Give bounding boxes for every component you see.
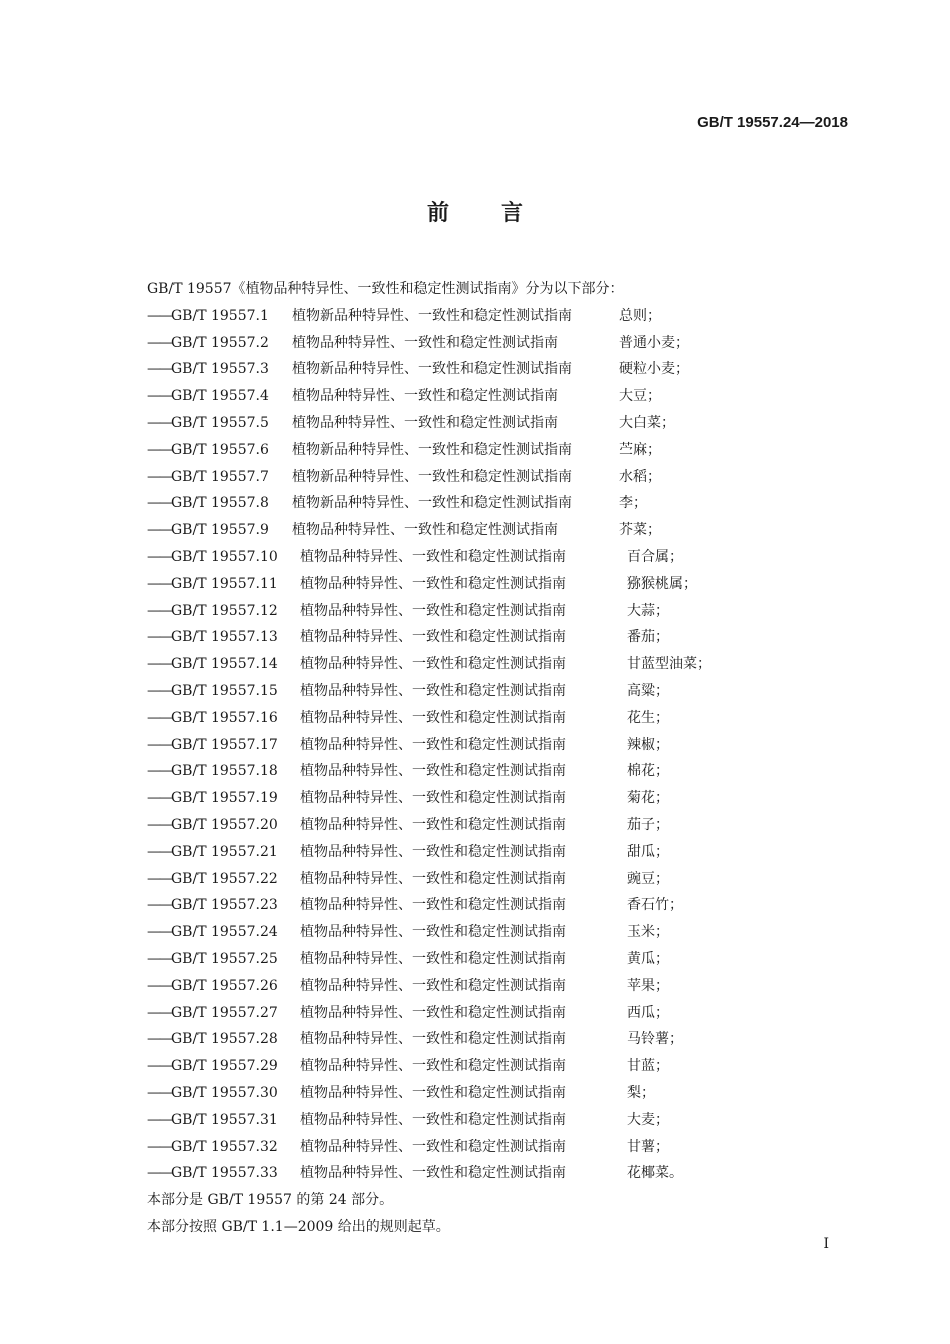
- list-item: [147, 490, 847, 517]
- part-sub-title: 甘蓝；: [627, 1058, 669, 1075]
- part-sub-title: 苹果；: [627, 977, 669, 994]
- part-sub-title: 普通小麦；: [619, 334, 689, 351]
- part-code: GB/T 19557.11: [171, 575, 278, 592]
- part-main-title: 植物品种特异性、一致性和稳定性测试指南: [300, 575, 566, 592]
- part-code: GB/T 19557.2: [171, 334, 269, 351]
- part-sub-title: 豌豆；: [627, 870, 669, 887]
- standard-number: GB/T 19557.24—2018: [697, 114, 848, 131]
- em-dash: ——: [147, 361, 171, 378]
- em-dash: ——: [147, 709, 171, 726]
- list-item: [147, 1107, 847, 1134]
- list-item: [147, 651, 847, 678]
- part-sub-title: 西瓜；: [627, 1004, 669, 1021]
- list-item: [147, 517, 847, 544]
- page-number: I: [823, 1236, 829, 1252]
- part-code: GB/T 19557.32: [171, 1138, 278, 1155]
- em-dash: ——: [147, 414, 171, 431]
- em-dash: ——: [147, 334, 171, 351]
- em-dash: ——: [147, 790, 171, 807]
- part-code: GB/T 19557.33: [171, 1165, 278, 1182]
- part-code: GB/T 19557.25: [171, 950, 278, 967]
- part-code: GB/T 19557.23: [171, 897, 278, 914]
- em-dash: ——: [147, 307, 171, 324]
- list-item: [147, 919, 847, 946]
- list-item: [147, 598, 847, 625]
- part-sub-title: 李；: [619, 495, 647, 512]
- part-code: GB/T 19557.26: [171, 977, 278, 994]
- part-sub-title: 棉花；: [627, 763, 669, 780]
- part-main-title: 植物品种特异性、一致性和稳定性测试指南: [292, 414, 558, 431]
- part-code: GB/T 19557.4: [171, 388, 269, 405]
- part-code: GB/T 19557.6: [171, 441, 269, 458]
- em-dash: ——: [147, 816, 171, 833]
- list-item: [147, 732, 847, 759]
- part-code: GB/T 19557.7: [171, 468, 269, 485]
- em-dash: ——: [147, 1138, 171, 1155]
- part-sub-title: 马铃薯；: [627, 1031, 683, 1048]
- part-sub-title: 大麦；: [627, 1111, 669, 1128]
- em-dash: ——: [147, 1084, 171, 1101]
- note-rules: 本部分按照 GB/T 1.1—2009 给出的规则起草。: [147, 1218, 450, 1235]
- part-code: GB/T 19557.21: [171, 843, 278, 860]
- part-sub-title: 高粱；: [627, 682, 669, 699]
- list-item: [147, 1000, 847, 1027]
- part-main-title: 植物品种特异性、一致性和稳定性测试指南: [300, 790, 566, 807]
- part-code: GB/T 19557.14: [171, 656, 278, 673]
- list-item: [147, 678, 847, 705]
- part-main-title: 植物品种特异性、一致性和稳定性测试指南: [300, 950, 566, 967]
- em-dash: ——: [147, 843, 171, 860]
- part-code: GB/T 19557.12: [171, 602, 278, 619]
- part-main-title: 植物品种特异性、一致性和稳定性测试指南: [300, 548, 566, 565]
- part-sub-title: 花生；: [627, 709, 669, 726]
- part-code: GB/T 19557.29: [171, 1058, 278, 1075]
- part-main-title: 植物品种特异性、一致性和稳定性测试指南: [300, 1058, 566, 1075]
- em-dash: ——: [147, 950, 171, 967]
- part-code: GB/T 19557.31: [171, 1111, 278, 1128]
- list-item: [147, 946, 847, 973]
- part-main-title: 植物品种特异性、一致性和稳定性测试指南: [300, 1111, 566, 1128]
- em-dash: ——: [147, 522, 171, 539]
- part-code: GB/T 19557.22: [171, 870, 278, 887]
- part-main-title: 植物品种特异性、一致性和稳定性测试指南: [292, 522, 558, 539]
- em-dash: ——: [147, 1031, 171, 1048]
- part-sub-title: 大蒜；: [627, 602, 669, 619]
- part-code: GB/T 19557.16: [171, 709, 278, 726]
- list-item: [147, 330, 847, 357]
- em-dash: ——: [147, 924, 171, 941]
- part-sub-title: 梨；: [627, 1084, 655, 1101]
- list-item: [147, 1160, 847, 1187]
- list-item: [147, 571, 847, 598]
- part-sub-title: 百合属；: [627, 548, 683, 565]
- list-item: [147, 1134, 847, 1161]
- em-dash: ——: [147, 1004, 171, 1021]
- em-dash: ——: [147, 495, 171, 512]
- part-sub-title: 猕猴桃属；: [627, 575, 697, 592]
- part-sub-title: 番茄；: [627, 629, 669, 646]
- part-code: GB/T 19557.28: [171, 1031, 278, 1048]
- part-code: GB/T 19557.13: [171, 629, 278, 646]
- part-main-title: 植物品种特异性、一致性和稳定性测试指南: [300, 1031, 566, 1048]
- part-main-title: 植物新品种特异性、一致性和稳定性测试指南: [292, 495, 572, 512]
- em-dash: ——: [147, 1058, 171, 1075]
- page-title: 前言: [426, 201, 575, 226]
- part-sub-title: 芥菜；: [619, 522, 661, 539]
- part-code: GB/T 19557.10: [171, 548, 278, 565]
- em-dash: ——: [147, 468, 171, 485]
- em-dash: ——: [147, 388, 171, 405]
- part-code: GB/T 19557.15: [171, 682, 278, 699]
- part-sub-title: 辣椒；: [627, 736, 669, 753]
- em-dash: ——: [147, 977, 171, 994]
- list-item: [147, 1053, 847, 1080]
- part-sub-title: 黄瓜；: [627, 950, 669, 967]
- em-dash: ——: [147, 548, 171, 565]
- part-code: GB/T 19557.9: [171, 522, 269, 539]
- em-dash: ——: [147, 629, 171, 646]
- em-dash: ——: [147, 682, 171, 699]
- part-main-title: 植物品种特异性、一致性和稳定性测试指南: [300, 763, 566, 780]
- part-main-title: 植物品种特异性、一致性和稳定性测试指南: [300, 629, 566, 646]
- list-item: [147, 624, 847, 651]
- part-main-title: 植物品种特异性、一致性和稳定性测试指南: [300, 816, 566, 833]
- em-dash: ——: [147, 656, 171, 673]
- part-sub-title: 硬粒小麦；: [619, 361, 689, 378]
- list-item: [147, 464, 847, 491]
- list-item: [147, 758, 847, 785]
- part-sub-title: 甘薯；: [627, 1138, 669, 1155]
- part-sub-title: 甜瓜；: [627, 843, 669, 860]
- part-sub-title: 香石竹；: [627, 897, 683, 914]
- part-main-title: 植物品种特异性、一致性和稳定性测试指南: [292, 334, 558, 351]
- part-sub-title: 大豆；: [619, 388, 661, 405]
- part-main-title: 植物品种特异性、一致性和稳定性测试指南: [300, 870, 566, 887]
- part-main-title: 植物品种特异性、一致性和稳定性测试指南: [300, 736, 566, 753]
- foreword-body: [147, 276, 847, 1241]
- part-main-title: 植物品种特异性、一致性和稳定性测试指南: [300, 843, 566, 860]
- list-item: [147, 544, 847, 571]
- part-code: GB/T 19557.19: [171, 790, 278, 807]
- em-dash: ——: [147, 602, 171, 619]
- part-main-title: 植物品种特异性、一致性和稳定性测试指南: [292, 388, 558, 405]
- em-dash: ——: [147, 897, 171, 914]
- list-item: [147, 383, 847, 410]
- part-code: GB/T 19557.30: [171, 1084, 278, 1101]
- part-code: GB/T 19557.8: [171, 495, 269, 512]
- part-sub-title: 玉米；: [627, 924, 669, 941]
- part-main-title: 植物品种特异性、一致性和稳定性测试指南: [300, 924, 566, 941]
- list-item: [147, 1080, 847, 1107]
- part-main-title: 植物品种特异性、一致性和稳定性测试指南: [300, 1004, 566, 1021]
- part-main-title: 植物新品种特异性、一致性和稳定性测试指南: [292, 361, 572, 378]
- list-item: [147, 705, 847, 732]
- part-main-title: 植物品种特异性、一致性和稳定性测试指南: [300, 709, 566, 726]
- list-item: [147, 973, 847, 1000]
- list-item: [147, 785, 847, 812]
- part-main-title: 植物新品种特异性、一致性和稳定性测试指南: [292, 441, 572, 458]
- list-item: [147, 437, 847, 464]
- part-sub-title: 大白菜；: [619, 414, 675, 431]
- list-item: [147, 892, 847, 919]
- part-main-title: 植物品种特异性、一致性和稳定性测试指南: [300, 1084, 566, 1101]
- part-sub-title: 水稻；: [619, 468, 661, 485]
- list-item: [147, 1026, 847, 1053]
- list-item: [147, 866, 847, 893]
- em-dash: ——: [147, 575, 171, 592]
- list-item: [147, 812, 847, 839]
- em-dash: ——: [147, 1165, 171, 1182]
- part-main-title: 植物品种特异性、一致性和稳定性测试指南: [300, 682, 566, 699]
- part-code: GB/T 19557.17: [171, 736, 278, 753]
- em-dash: ——: [147, 763, 171, 780]
- part-code: GB/T 19557.5: [171, 414, 269, 431]
- list-item: [147, 839, 847, 866]
- list-item: [147, 356, 847, 383]
- part-main-title: 植物品种特异性、一致性和稳定性测试指南: [300, 656, 566, 673]
- intro-text: GB/T 19557《植物品种特异性、一致性和稳定性测试指南》分为以下部分：: [147, 281, 624, 297]
- em-dash: ——: [147, 736, 171, 753]
- part-sub-title: 甘蓝型油菜；: [627, 656, 711, 673]
- part-code: GB/T 19557.1: [171, 307, 269, 324]
- part-sub-title: 茄子；: [627, 816, 669, 833]
- part-sub-title: 苎麻；: [619, 441, 661, 458]
- part-main-title: 植物新品种特异性、一致性和稳定性测试指南: [292, 468, 572, 485]
- parts-list: [147, 303, 847, 1187]
- part-code: GB/T 19557.18: [171, 763, 278, 780]
- part-main-title: 植物品种特异性、一致性和稳定性测试指南: [300, 1165, 566, 1182]
- part-code: GB/T 19557.24: [171, 924, 278, 941]
- part-main-title: 植物品种特异性、一致性和稳定性测试指南: [300, 977, 566, 994]
- list-item: [147, 303, 847, 330]
- note-part: 本部分是 GB/T 19557 的第 24 部分。: [147, 1192, 394, 1209]
- part-sub-title: 总则；: [619, 307, 661, 324]
- em-dash: ——: [147, 1111, 171, 1128]
- em-dash: ——: [147, 441, 171, 458]
- part-code: GB/T 19557.20: [171, 816, 278, 833]
- part-main-title: 植物品种特异性、一致性和稳定性测试指南: [300, 602, 566, 619]
- part-main-title: 植物品种特异性、一致性和稳定性测试指南: [300, 897, 566, 914]
- list-item: [147, 410, 847, 437]
- part-sub-title: 菊花；: [627, 790, 669, 807]
- part-main-title: 植物新品种特异性、一致性和稳定性测试指南: [292, 307, 572, 324]
- part-sub-title: 花椰菜。: [627, 1165, 683, 1182]
- em-dash: ——: [147, 870, 171, 887]
- part-code: GB/T 19557.3: [171, 361, 269, 378]
- part-main-title: 植物品种特异性、一致性和稳定性测试指南: [300, 1138, 566, 1155]
- part-code: GB/T 19557.27: [171, 1004, 278, 1021]
